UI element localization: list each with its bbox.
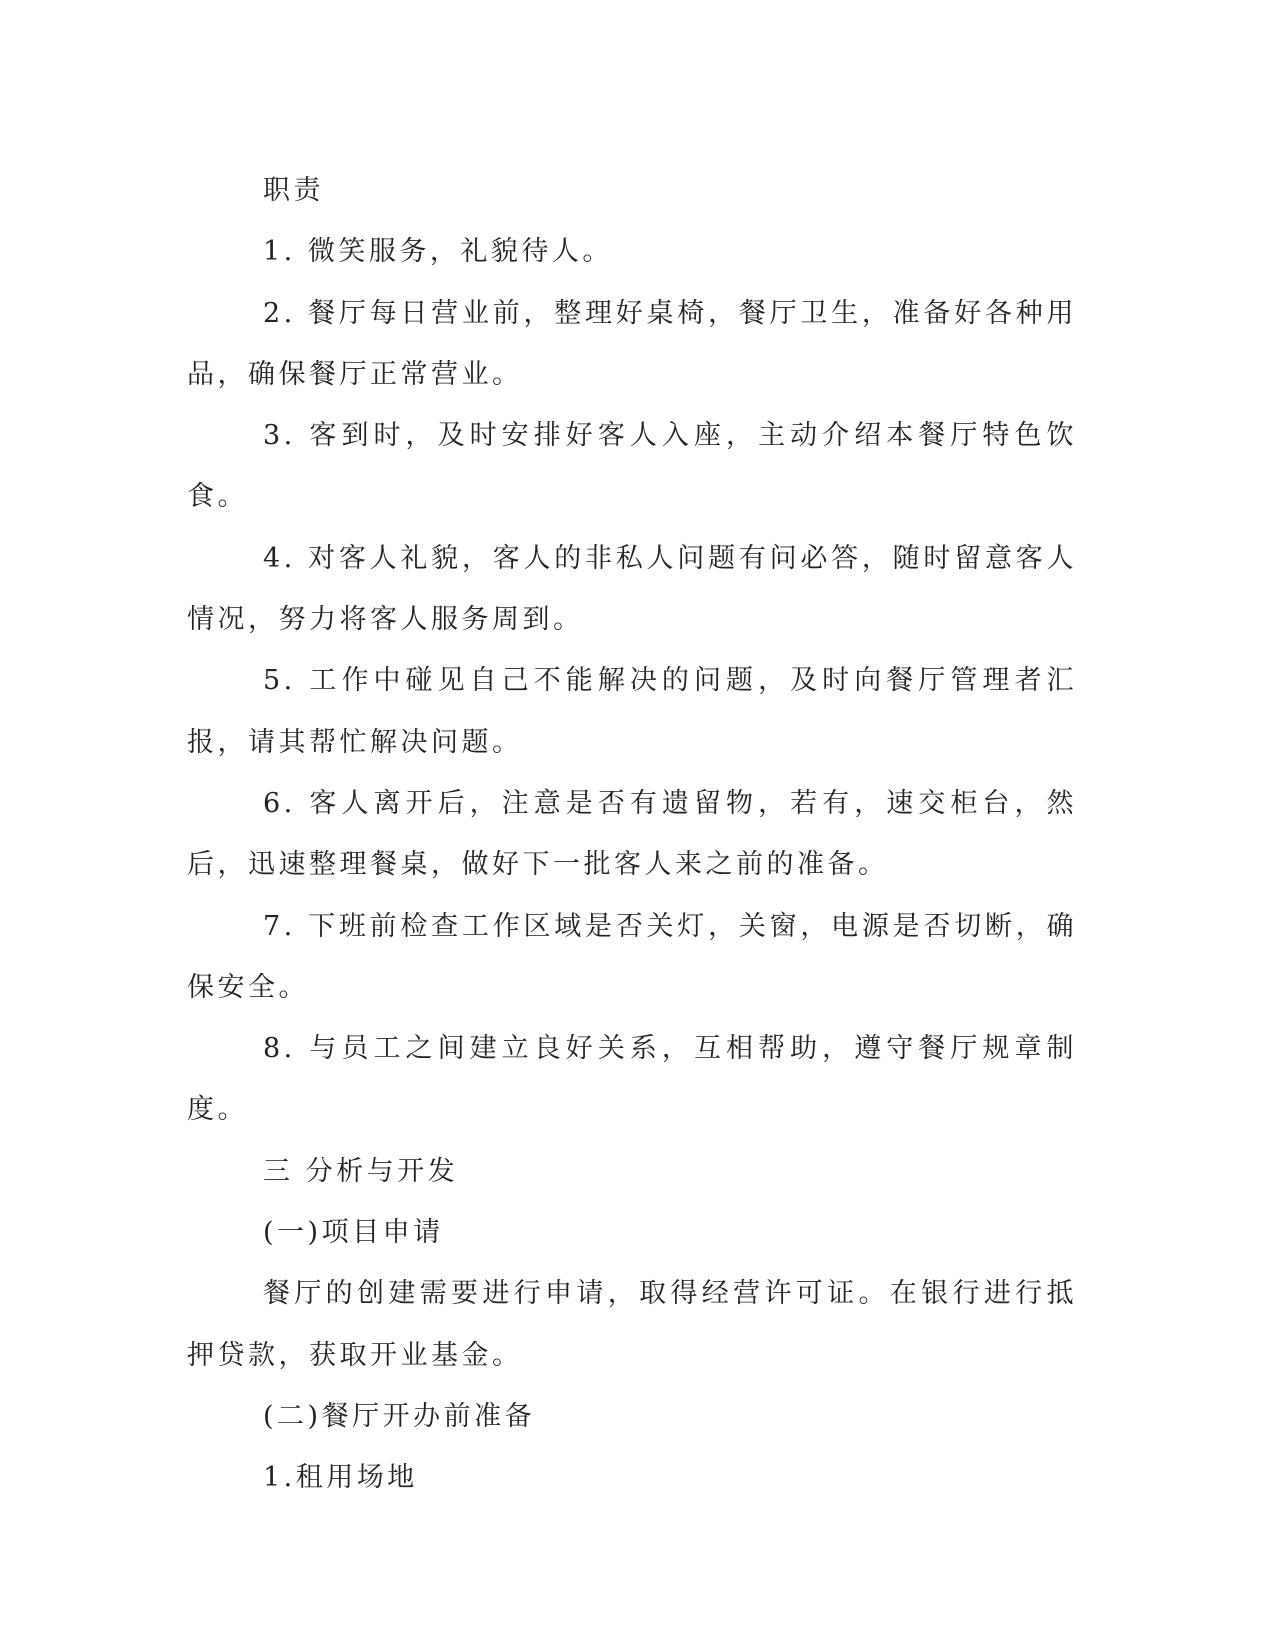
- duty-item-5: 5. 工作中碰见自己不能解决的问题，及时向餐厅管理者汇报，请其帮忙解决问题。: [187, 665, 1077, 758]
- duty-item-1: 1. 微笑服务，礼貌待人。: [263, 236, 613, 268]
- document-body: [187, 160, 1077, 1509]
- duty-item-6: 6. 客人离开后，注意是否有遗留物，若有，速交柜台，然后，迅速整理餐桌，做好下一批客人来之前的准备。: [187, 787, 1077, 881]
- duty-item-3: 3. 客到时，及时安排好客人入座，主动介绍本餐厅特色饮食。: [187, 420, 1077, 513]
- paragraph-application: 餐厅的创建需要进行申请，取得经营许可证。在银行进行抵押贷款，获取开业基金。: [187, 1278, 1077, 1371]
- duty-item-7: 7. 下班前检查工作区域是否关灯，关窗，电源是否切断，确保安全。: [187, 910, 1077, 1003]
- duty-item-2: 2. 餐厅每日营业前，整理好桌椅，餐厅卫生，准备好各种用品，确保餐厅正常营业。: [187, 297, 1077, 390]
- subsection-heading-application: (一)项目申请: [263, 1217, 444, 1249]
- subsection-heading-preparation: (二)餐厅开办前准备: [263, 1400, 536, 1432]
- duty-item-4: 4. 对客人礼貌，客人的非私人问题有问必答，随时留意客人情况，努力将客人服务周到。: [187, 542, 1077, 636]
- list-item-rent-venue: 1.租用场地: [263, 1462, 418, 1494]
- section-heading-analysis: 三 分析与开发: [263, 1155, 459, 1187]
- duty-item-8: 8. 与员工之间建立良好关系，互相帮助，遵守餐厅规章制度。: [187, 1033, 1077, 1126]
- section-heading-duties: 职责: [263, 175, 324, 206]
